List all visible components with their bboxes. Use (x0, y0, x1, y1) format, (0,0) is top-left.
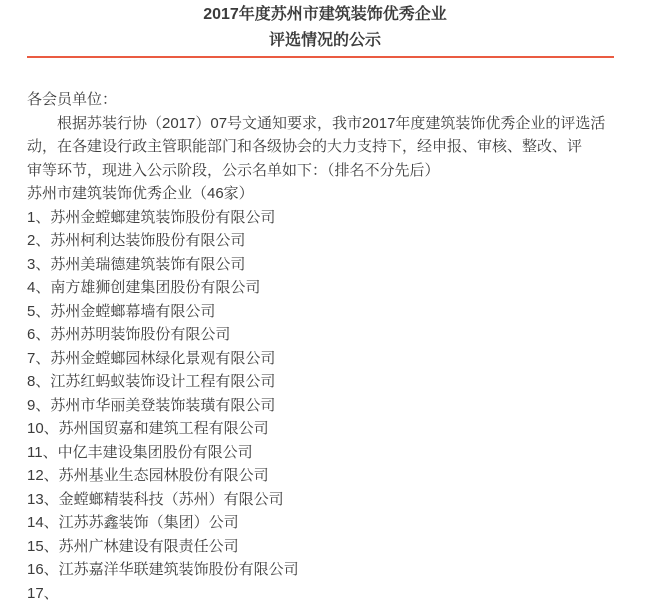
page-title-line1: 2017年度苏州市建筑装饰优秀企业 (0, 2, 650, 28)
page-title (0, 0, 650, 54)
list-item: 13、金螳螂精装科技（苏州）有限公司 (27, 488, 650, 512)
paragraph-line: 动，在各建设行政主管职能部门和各级协会的大力支持下，经申报、审核、整改、评 (27, 135, 650, 159)
paragraph-line: 审等环节，现进入公示阶段，公示名单如下：（排名不分先后） (27, 159, 650, 183)
list-item: 8、江苏红蚂蚁装饰设计工程有限公司 (27, 370, 650, 394)
list-item: 11、中亿丰建设集团股份有限公司 (27, 441, 650, 465)
list-item: 3、苏州美瑞德建筑装饰有限公司 (27, 253, 650, 277)
list-item: 12、苏州基业生态园林股份有限公司 (27, 464, 650, 488)
salutation: 各会员单位： (27, 88, 650, 112)
list-heading: 苏州市建筑装饰优秀企业（46家） (27, 182, 650, 206)
page-title-line2: 评选情况的公示 (0, 28, 650, 54)
list-item: 2、苏州柯利达装饰股份有限公司 (27, 229, 650, 253)
list-item: 4、南方雄狮创建集团股份有限公司 (27, 276, 650, 300)
list-item: 10、苏州国贸嘉和建筑工程有限公司 (27, 417, 650, 441)
list-item: 7、苏州金螳螂园林绿化景观有限公司 (27, 347, 650, 371)
announcement-body (0, 88, 650, 605)
list-item: 6、苏州苏明装饰股份有限公司 (27, 323, 650, 347)
list-item: 15、苏州广林建设有限责任公司 (27, 535, 650, 559)
list-item: 14、江苏苏鑫装饰（集团）公司 (27, 511, 650, 535)
title-divider (27, 56, 614, 58)
paragraph-line: 根据苏装行协（2017）07号文通知要求，我市2017年度建筑装饰优秀企业的评选活 (27, 112, 650, 136)
list-item: 1、苏州金螳螂建筑装饰股份有限公司 (27, 206, 650, 230)
list-item: 16、江苏嘉洋华联建筑装饰股份有限公司 (27, 558, 650, 582)
list-item-partial: 17、 (27, 582, 650, 605)
list-item: 9、苏州市华丽美登装饰装璜有限公司 (27, 394, 650, 418)
list-item: 5、苏州金螳螂幕墙有限公司 (27, 300, 650, 324)
